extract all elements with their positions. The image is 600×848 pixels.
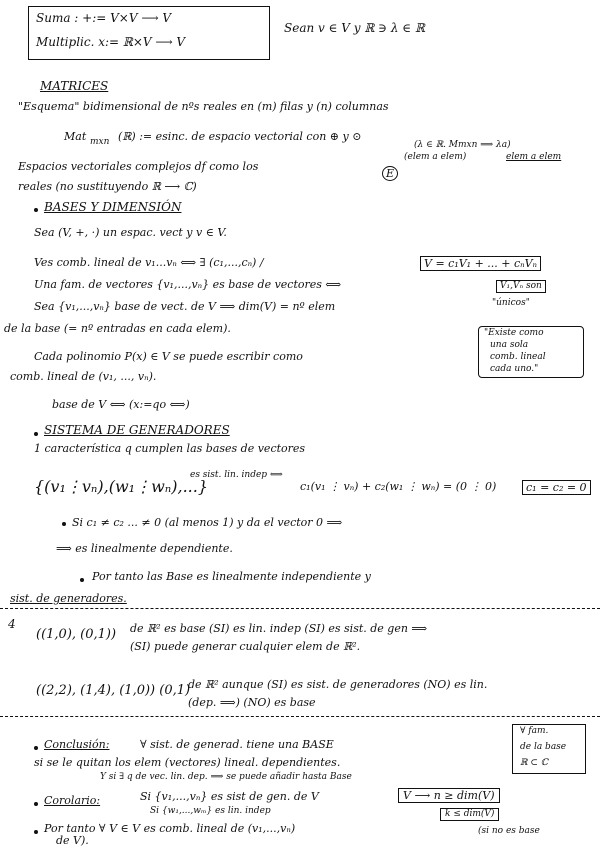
header-right-note: Sean v ∈ V y ℝ ∋ λ ∈ ℝ bbox=[284, 21, 425, 35]
sistema-line-3: ⟹ es linealmente dependiente. bbox=[56, 542, 233, 555]
bases-line-2-box: V = c₁V₁ + ... + cₙVₙ bbox=[420, 256, 541, 271]
bases-line-1: Sea (V, +, ·) un espac. vect y v ∈ V. bbox=[34, 226, 227, 239]
bases-heading: BASES Y DIMENSIÓN bbox=[44, 200, 182, 214]
product-definition: Multiplic. x:= ℝ×V ⟶ V bbox=[36, 35, 186, 49]
corolario-line-3: de V). bbox=[56, 834, 89, 847]
matrices-line-1: "Esquema" bidimensional de nºs reales en (m) filas y (n) columnas bbox=[18, 100, 389, 113]
corolario-box-1: V ⟶ n ≥ dim(V) bbox=[398, 788, 500, 803]
bases-line-4: Sea {v₁,...,vₙ} base de vect. de V ⟹ dim(V) = nº elem bbox=[34, 300, 336, 313]
sum-definition: Suma : +:= V×V ⟶ V bbox=[36, 11, 172, 25]
bases-line-7: comb. lineal de (v₁, ..., vₙ). bbox=[10, 370, 157, 383]
matrices-line-2a: Mat bbox=[64, 130, 87, 143]
bases-line-5: de la base (= nº entradas en cada elem). bbox=[4, 322, 231, 335]
bases-note-4: cada uno." bbox=[490, 364, 539, 374]
example-number: 4 bbox=[8, 617, 16, 631]
bullet bbox=[80, 578, 84, 582]
bases-line-8: base de V ⟺ (x:=qo ⟺) bbox=[52, 398, 190, 411]
example-vectors-2: ((2,2), (1,4), (1,0)) (0,1) bbox=[36, 683, 191, 698]
sistema-eq-label: es sist. lin. indep ⟺ bbox=[190, 470, 283, 480]
bases-line-2: Ves comb. lineal de v₁...vₙ ⟺ ∃ (c₁,...,cₙ) / bbox=[34, 256, 264, 269]
bases-line-6: Cada polinomio P(x) ∈ V se puede escribir como bbox=[34, 350, 303, 363]
bases-line-3-box: V₁,Vₙ son bbox=[496, 280, 546, 293]
corolario-line-2-note: (si no es base bbox=[478, 826, 540, 836]
matrices-line-2b: (ℝ) := esinc. de espacio vectorial con ⊕ y ⊙ bbox=[118, 130, 362, 143]
bases-note-3: comb. lineal bbox=[490, 352, 546, 362]
sistema-line-1: 1 característica q cumplen las bases de vectores bbox=[34, 442, 306, 455]
matrices-line-2c: (λ ∈ ℝ. Mmxn ⟹ λa) bbox=[414, 140, 511, 150]
sistema-heading: SISTEMA DE GENERADORES bbox=[44, 423, 230, 437]
example-line-4: (dep. ⟹) (NO) es base bbox=[188, 696, 316, 709]
bases-note-2: una sola bbox=[490, 340, 529, 350]
corolario-line-1b: Si {w₁,...,wₘ} es lin. indep bbox=[150, 806, 271, 816]
corolario-heading: Corolario: bbox=[44, 794, 101, 807]
bullet bbox=[62, 522, 66, 526]
conclusion-line-1: ∀ sist. de generad. tiene una BASE bbox=[140, 738, 334, 751]
example-line-1: de ℝ² es base (SI) es lin. indep (SI) es sist. de gen ⟹ bbox=[130, 622, 428, 635]
vectors-brace: {(v₁⋮vₙ),(w₁⋮wₙ),...} bbox=[34, 477, 209, 496]
matrices-heading: MATRICES bbox=[40, 79, 109, 93]
matrices-line-4-circled: E bbox=[382, 166, 398, 181]
example-line-2: (SI) puede generar cualquier elem de ℝ². bbox=[130, 640, 361, 653]
sistema-line-4: Por tanto las Base es linealmente independiente y bbox=[92, 570, 371, 583]
corolario-line-1: Si {v₁,...,vₙ} es sist de gen. de V bbox=[140, 790, 319, 803]
sistema-eq: c₁(v₁ ⋮ vₙ) + c₂(w₁ ⋮ wₙ) = (0 ⋮ 0) bbox=[300, 480, 497, 493]
matrices-line-2e: elem a elem bbox=[506, 152, 562, 162]
bases-line-3: Una fam. de vectores {v₁,...,vₙ} es base de vectores ⟺ bbox=[34, 278, 342, 291]
bullet bbox=[34, 432, 38, 436]
example-vectors-1: ((1,0), (0,1)) bbox=[36, 627, 117, 642]
bullet bbox=[34, 208, 38, 212]
conclusion-box-1: ∀ fam. bbox=[520, 726, 549, 736]
conclusion-heading: Conclusión: bbox=[44, 738, 110, 751]
matrices-line-2d: (elem a elem) bbox=[404, 152, 467, 162]
conclusion-box-3: ℝ ⊂ ℂ bbox=[520, 758, 548, 768]
matrices-line-3: Espacios vectoriales complejos df como los bbox=[18, 160, 259, 173]
section-divider bbox=[0, 716, 600, 717]
bases-line-4-quote: "únicos" bbox=[492, 298, 530, 308]
sistema-line-5: sist. de generadores. bbox=[10, 592, 127, 605]
matrices-line-2-sub: mxn bbox=[90, 137, 110, 147]
bullet bbox=[34, 830, 38, 834]
section-divider bbox=[0, 608, 600, 609]
example-line-3: de ℝ² aunque (SI) es sist. de generadores (NO) es lin. bbox=[188, 678, 488, 691]
conclusion-line-3: Y si ∃ q de vec. lin. dep. ⟹ se puede añadir hasta Base bbox=[100, 772, 352, 782]
bases-note-1: "Existe como bbox=[484, 328, 544, 338]
sistema-line-2: Si c₁ ≠ c₂ ... ≠ 0 (al menos 1) y da el vector 0 ⟹ bbox=[72, 516, 343, 529]
matrices-line-4: reales (no sustituyendo ℝ ⟶ ℂ) bbox=[18, 180, 197, 193]
conclusion-box-2: de la base bbox=[520, 742, 567, 752]
corolario-line-2: Por tanto ∀ V ∈ V es comb. lineal de (v₁,...,vₙ) bbox=[44, 822, 296, 835]
bullet bbox=[34, 802, 38, 806]
corolario-box-2: k ≤ dim(V) bbox=[440, 808, 499, 821]
bullet bbox=[34, 746, 38, 750]
sistema-eq-result: c₁ = c₂ = 0 bbox=[522, 480, 591, 495]
conclusion-line-2: si se le quitan los elem (vectores) lineal. dependientes. bbox=[34, 756, 341, 769]
